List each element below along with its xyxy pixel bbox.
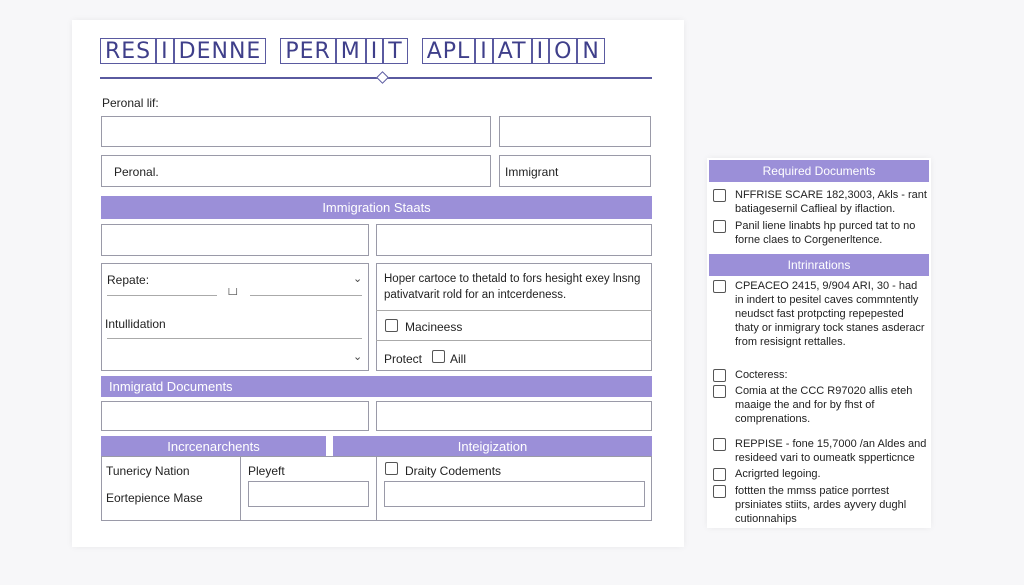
personal-info-label: Peronal lif: (102, 96, 159, 110)
intullidation-chevron-down-icon[interactable]: ⌄ (353, 351, 363, 363)
immigration-status-header (101, 196, 652, 219)
title-part: O (549, 38, 577, 64)
immigration-status-title: Immigration Staats (322, 200, 431, 215)
divider (107, 338, 362, 339)
tunericy-label: Tunericy Nation (106, 464, 190, 478)
title-part: APL (422, 38, 476, 64)
title-part: M (336, 38, 366, 64)
title-part: DENNE (174, 38, 267, 64)
integ-header (333, 436, 652, 456)
title-part: RES (100, 38, 156, 64)
draity-label: Draity Codements (405, 464, 502, 478)
intrinrations-title: Intrinrations (787, 258, 851, 272)
personal-name-input[interactable] (101, 116, 491, 147)
pagination-mark: └┘ (225, 289, 241, 301)
required-item-line: forne claes to Corgenerltence. (735, 234, 883, 246)
status-input-right[interactable] (376, 224, 652, 256)
pleyeft-label: Pleyeft (248, 464, 285, 478)
column-divider (376, 456, 377, 521)
intr-item (713, 467, 927, 481)
immigrant-field-text: Immigrant (505, 165, 559, 179)
intr-item-checkbox[interactable] (713, 468, 726, 481)
page-title (100, 38, 605, 64)
title-part: PER (280, 38, 335, 64)
intr-item-text: Comia at the CCC R97020 allis eteh maaige the and for by fhst of comprenations. (735, 385, 913, 425)
intullidation-label: Intullidation (105, 317, 166, 331)
required-item-line: NFFRISE SCARE 182,3003, Akls - rant (735, 189, 927, 201)
intr-item-checkbox[interactable] (713, 438, 726, 451)
status-input-left[interactable] (101, 224, 369, 256)
immigrant-documents-title: Inmigratd Documents (109, 379, 233, 394)
draity-input[interactable] (384, 481, 645, 507)
required-item (713, 188, 927, 218)
required-item-line: Panil liene linabts hp purced tat to no (735, 220, 916, 232)
title-part: I (532, 38, 550, 64)
incr-header (101, 436, 326, 456)
protect-label: Protect (384, 352, 423, 366)
draity-checkbox[interactable] (385, 462, 398, 475)
pleyeft-input[interactable] (248, 481, 369, 507)
title-part: I (475, 38, 493, 64)
title-part: I (156, 38, 174, 64)
intr-item-checkbox[interactable] (713, 280, 726, 293)
intr-item (713, 384, 927, 428)
immigrant-field[interactable] (499, 155, 651, 187)
personal-field[interactable] (101, 155, 491, 187)
macineess-label: Macineess (405, 320, 463, 334)
intr-item (713, 368, 927, 382)
title-part: AT (493, 38, 532, 64)
required-item-checkbox[interactable] (713, 189, 726, 202)
intr-item-checkbox[interactable] (713, 369, 726, 382)
title-part: N (577, 38, 604, 64)
documents-input-left[interactable] (101, 401, 369, 431)
macineess-checkbox[interactable] (385, 319, 398, 332)
intr-item (713, 484, 927, 528)
intr-item-checkbox[interactable] (713, 485, 726, 498)
side-panel (707, 158, 931, 528)
intr-item-text: REPPISE - fone 15,7000 /an Aldes and resideed vari to oumeatk spperticnce (735, 438, 927, 464)
immigrant-documents-header (101, 376, 652, 397)
incr-header-title: Incrcenarchents (167, 438, 260, 454)
integ-header-title: Inteigization (457, 438, 528, 454)
required-documents-title: Required Documents (762, 164, 876, 178)
aill-checkbox[interactable] (432, 350, 445, 363)
divider (250, 295, 362, 296)
aill-label: Aill (450, 352, 467, 366)
title-part: I (366, 38, 384, 64)
personal-extra-input[interactable] (499, 116, 651, 147)
column-divider (240, 456, 241, 521)
required-item-line: batiagesernil Caflieal by iflaction. (735, 203, 896, 215)
intr-item-text: fottten the mmss patice porrtest prsiniates stiits, ardes ayvery dughl cutionnahips (735, 485, 907, 525)
repate-label: Repate: (107, 273, 150, 287)
hoper-text-line1: Hoper cartoce to thetald to fors hesight exey lnsng (384, 273, 641, 285)
intr-item-text: CPEACEO 2415, 9/904 ARI, 30 - had in indert to pesitel caves commntently neudsct fast protpcting repepested thaty or inmigrary tock stanes asderacr from resisignt rettalles. (735, 280, 925, 348)
intr-item-checkbox[interactable] (713, 385, 726, 398)
intr-item-text: Cocteress: (735, 369, 788, 381)
intr-item-text: Acrigrted legoing. (735, 468, 821, 480)
intr-item (713, 279, 927, 359)
documents-input-right[interactable] (376, 401, 652, 431)
hoper-text-line2: pativatvarit rold for an intcerdeness. (384, 289, 567, 301)
required-documents-header (709, 160, 929, 182)
intr-item (713, 437, 927, 467)
required-item (713, 219, 927, 249)
intrinrations-header (709, 254, 929, 276)
divider (107, 295, 217, 296)
title-part: T (383, 38, 407, 64)
divider (376, 310, 652, 311)
personal-field-text: Peronal. (114, 165, 159, 179)
eortepience-label: Eortepience Mase (106, 491, 203, 505)
divider (376, 340, 652, 341)
repate-chevron-down-icon[interactable]: ⌄ (353, 273, 363, 285)
required-item-checkbox[interactable] (713, 220, 726, 233)
